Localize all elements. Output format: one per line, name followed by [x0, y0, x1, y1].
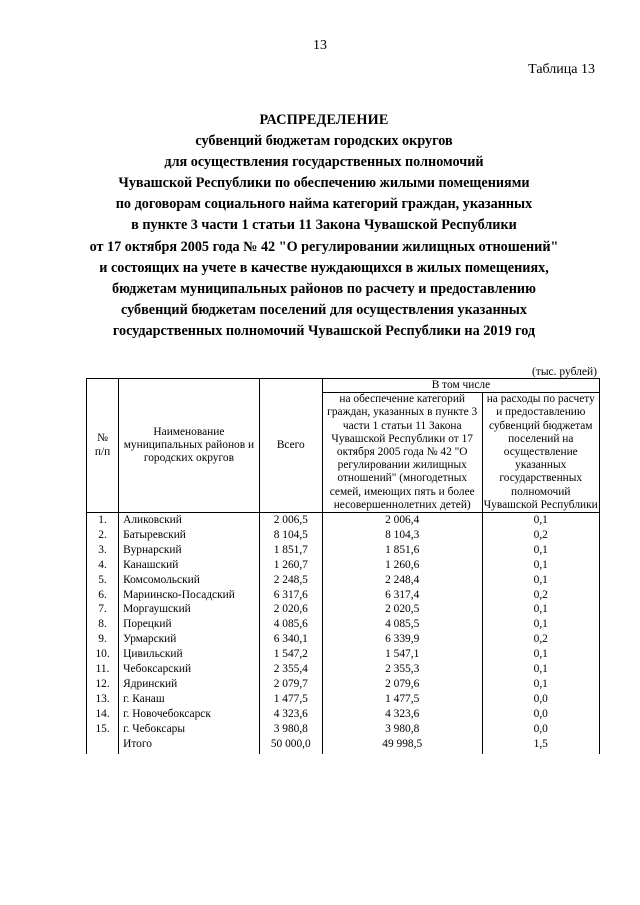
row-calc: 0,1: [482, 662, 599, 677]
header-number: [87, 379, 119, 513]
row-total: 1 547,2: [259, 647, 322, 662]
row-name: Аликовский: [119, 513, 260, 528]
row-name: Батыревский: [119, 528, 260, 543]
row-calc: 0,1: [482, 513, 599, 528]
row-calc: 0,2: [482, 528, 599, 543]
row-number: 7.: [87, 602, 119, 617]
row-total: 3 980,8: [259, 722, 322, 737]
total-row: [87, 737, 600, 754]
row-name: Порецкий: [119, 617, 260, 632]
row-number: 6.: [87, 588, 119, 603]
table-label: Таблица 13: [528, 62, 595, 77]
title-line: в пункте 3 части 1 статьи 11 Закона Чувашской Республики: [131, 217, 517, 234]
row-name: Ядринский: [119, 677, 260, 692]
row-number: 15.: [87, 722, 119, 737]
row-social: 6 317,4: [322, 588, 482, 603]
row-name: Вурнарский: [119, 543, 260, 558]
table-row: [87, 513, 600, 528]
row-number: 4.: [87, 558, 119, 573]
row-total: 1 851,7: [259, 543, 322, 558]
table-row: [87, 647, 600, 662]
table-row: [87, 617, 600, 632]
row-calc: 0,1: [482, 647, 599, 662]
row-number: 13.: [87, 692, 119, 707]
table-row: [87, 528, 600, 543]
row-social: 8 104,3: [322, 528, 482, 543]
table-row: [87, 662, 600, 677]
row-number: 9.: [87, 632, 119, 647]
title-line: от 17 октября 2005 года № 42 "О регулировании жилищных отношений": [89, 238, 559, 255]
row-number: 12.: [87, 677, 119, 692]
title-line: по договорам социального найма категорий граждан, указанных: [115, 196, 533, 213]
row-number: 14.: [87, 707, 119, 722]
subvention-table: [86, 378, 600, 754]
row-total: 1 260,7: [259, 558, 322, 573]
title-line: субвенций бюджетам городских округов: [195, 133, 453, 150]
row-total: 8 104,5: [259, 528, 322, 543]
row-number: 11.: [87, 662, 119, 677]
row-total: 6 317,6: [259, 588, 322, 603]
row-calc: 0,1: [482, 677, 599, 692]
row-social: 2 020,5: [322, 602, 482, 617]
row-calc: 0,0: [482, 722, 599, 737]
header-total: Всего: [259, 379, 322, 513]
row-total: 6 340,1: [259, 632, 322, 647]
header-number-line1: №: [97, 432, 108, 445]
row-social: 4 085,5: [322, 617, 482, 632]
table-row: [87, 602, 600, 617]
table-row: [87, 632, 600, 647]
row-total: 2 248,5: [259, 573, 322, 588]
row-social: 2 355,3: [322, 662, 482, 677]
row-total: 2 020,6: [259, 602, 322, 617]
row-name: Чебоксарский: [119, 662, 260, 677]
total-calc: 1,5: [482, 737, 599, 754]
row-number: 10.: [87, 647, 119, 662]
table-row: [87, 722, 600, 737]
row-calc: 0,2: [482, 632, 599, 647]
title-line: бюджетам муниципальных районов по расчету и предоставлению: [112, 280, 536, 297]
header-calc: на расходы по расчету и предоставлению субвенций бюджетам поселений на осуществление указанных государственных полномочий Чувашской Республики: [483, 393, 598, 511]
row-total: 2 006,5: [259, 513, 322, 528]
row-calc: 0,0: [482, 707, 599, 722]
row-calc: 0,1: [482, 602, 599, 617]
row-calc: 0,0: [482, 692, 599, 707]
row-calc: 0,1: [482, 558, 599, 573]
title-line: и состоящих на учете в качестве нуждающихся в жилых помещениях,: [99, 259, 549, 276]
total-label: Итого: [119, 737, 260, 754]
row-social: 6 339,9: [322, 632, 482, 647]
title-line: для осуществления государственных полномочий: [164, 154, 484, 171]
row-calc: 0,1: [482, 573, 599, 588]
total-sum: 50 000,0: [259, 737, 322, 754]
row-number: 2.: [87, 528, 119, 543]
header-social: на обеспечение категорий граждан, указанных в пункте 3 части 1 статьи 11 Закона Чувашской Республики от 17 октября 2005 года № 42 "О регулировании жилищных отношений" (многодетных семей, имеющих пять и более несовершеннолетних детей): [322, 393, 482, 513]
title-line: Чувашской Республики по обеспечению жилыми помещениями: [118, 175, 530, 192]
table-row: [87, 543, 600, 558]
row-number: 3.: [87, 543, 119, 558]
row-total: 1 477,5: [259, 692, 322, 707]
row-calc: 0,1: [482, 617, 599, 632]
document-title: [40, 110, 608, 342]
row-name: Моргаушский: [119, 602, 260, 617]
units-label: (тыс. рублей): [531, 366, 597, 378]
row-number: 1.: [87, 513, 119, 528]
row-social: 2 079,6: [322, 677, 482, 692]
title-line: субвенций бюджетам поселений для осуществления указанных: [121, 301, 527, 318]
table-row: [87, 573, 600, 588]
row-name: Канашский: [119, 558, 260, 573]
table-row: [87, 558, 600, 573]
row-number: 5.: [87, 573, 119, 588]
row-name: г. Чебоксары: [119, 722, 260, 737]
row-name: Мариинско-Посадский: [119, 588, 260, 603]
row-social: 1 851,6: [322, 543, 482, 558]
title-line: государственных полномочий Чувашской Республики на 2019 год: [112, 322, 536, 339]
page-number: 13: [313, 38, 327, 53]
row-total: 4 085,6: [259, 617, 322, 632]
table-row: [87, 677, 600, 692]
row-number: 8.: [87, 617, 119, 632]
total-number: [87, 737, 119, 754]
title-main: РАСПРЕДЕЛЕНИЕ: [259, 112, 389, 128]
row-calc: 0,2: [482, 588, 599, 603]
table-row: [87, 707, 600, 722]
row-total: 4 323,6: [259, 707, 322, 722]
row-social: 1 477,5: [322, 692, 482, 707]
header-number-line2: п/п: [94, 445, 111, 458]
total-social: 49 998,5: [322, 737, 482, 754]
row-social: 2 006,4: [322, 513, 482, 528]
row-total: 2 079,7: [259, 677, 322, 692]
row-name: г. Новочебоксарск: [119, 707, 260, 722]
row-social: 4 323,6: [322, 707, 482, 722]
row-social: 3 980,8: [322, 722, 482, 737]
row-social: 1 547,1: [322, 647, 482, 662]
table-row: [87, 588, 600, 603]
header-including: В том числе: [322, 379, 599, 393]
row-name: Урмарский: [119, 632, 260, 647]
row-social: 2 248,4: [322, 573, 482, 588]
row-social: 1 260,6: [322, 558, 482, 573]
row-total: 2 355,4: [259, 662, 322, 677]
table-row: [87, 692, 600, 707]
row-calc: 0,1: [482, 543, 599, 558]
row-name: г. Канаш: [119, 692, 260, 707]
row-name: Комсомольский: [119, 573, 260, 588]
header-name: Наименование муниципальных районов и городских округов: [119, 379, 260, 513]
row-name: Цивильский: [119, 647, 260, 662]
